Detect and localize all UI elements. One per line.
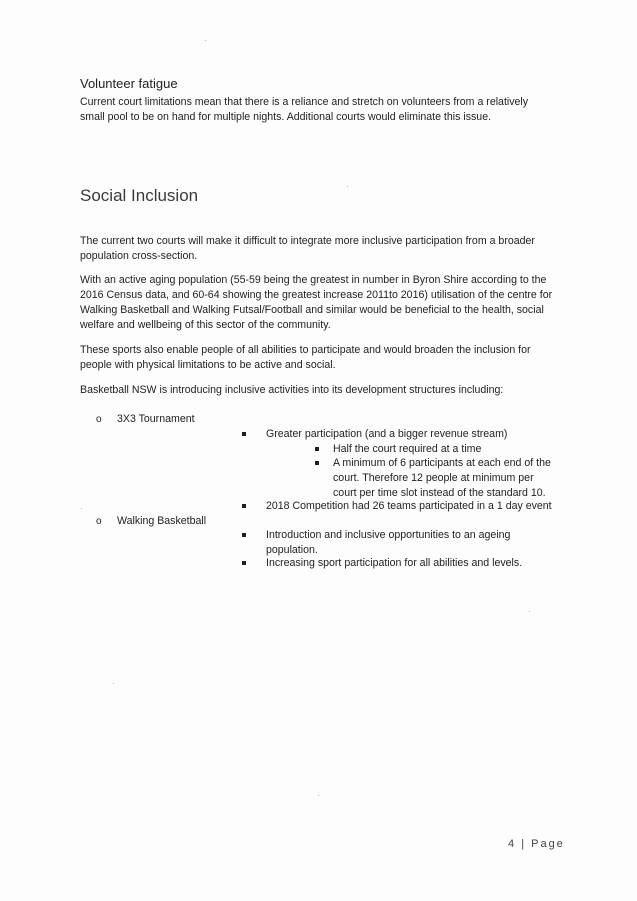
bullet-text-line-2: court. Therefore 12 people at minimum per bbox=[333, 472, 534, 484]
scan-speck bbox=[529, 611, 530, 612]
bullet-text-line-2: population. bbox=[266, 544, 318, 556]
square-bullet-icon bbox=[242, 432, 246, 436]
page-number: 4 bbox=[508, 838, 517, 850]
page-label: Page bbox=[531, 838, 565, 850]
bullet-text bbox=[333, 456, 573, 501]
square-bullet-icon bbox=[242, 561, 246, 565]
page-separator: | bbox=[521, 838, 527, 850]
square-bullet-icon bbox=[242, 533, 246, 537]
bullet-text bbox=[266, 528, 566, 558]
social-p1-line-1: The current two courts will make it difficult to integrate more inclusive participation from a broader bbox=[80, 235, 535, 247]
square-bullet-icon bbox=[315, 461, 319, 465]
scan-speck bbox=[318, 795, 319, 796]
social-p2-line-2: 2016 Census data, and 60-64 showing the greatest increase 2011to 2016) utilisation of the centre for bbox=[80, 289, 553, 301]
scan-speck bbox=[205, 40, 206, 41]
volunteer-paragraph bbox=[80, 95, 570, 125]
bullet-text-line-1: Introduction and inclusive opportunities to an ageing bbox=[266, 529, 511, 541]
list-item-label: 3X3 Tournament bbox=[117, 413, 195, 425]
bullet-text-line-1: A minimum of 6 participants at each end of the bbox=[333, 457, 551, 469]
social-paragraph-1 bbox=[80, 234, 570, 264]
hollow-circle-bullet-icon: o bbox=[96, 414, 102, 425]
list-item-walking-basketball bbox=[96, 514, 206, 529]
social-p2-line-1: With an active aging population (55-59 being the greatest in number in Byron Shire according to the bbox=[80, 274, 547, 286]
square-bullet-icon bbox=[315, 447, 319, 451]
social-inclusion-heading: Social Inclusion bbox=[80, 186, 199, 205]
social-paragraph-3 bbox=[80, 343, 570, 373]
social-p3-line-1: These sports also enable people of all abilities to participate and would broaden the inclusion for bbox=[80, 344, 531, 356]
scan-speck bbox=[113, 683, 114, 684]
social-p1-line-2: population cross-section. bbox=[80, 250, 198, 262]
square-bullet-icon bbox=[242, 504, 246, 508]
scan-speck bbox=[347, 186, 348, 187]
volunteer-fatigue-heading: Volunteer fatigue bbox=[80, 76, 178, 91]
bullet-text: Half the court required at a time bbox=[333, 443, 482, 455]
list-item-3x3-tournament bbox=[96, 412, 195, 427]
bullet-text: Greater participation (and a bigger revenue stream) bbox=[266, 428, 508, 440]
scan-speck bbox=[81, 508, 82, 509]
social-p3-line-2: people with physical limitations to be active and social. bbox=[80, 359, 336, 371]
social-paragraph-2 bbox=[80, 273, 570, 333]
bullet-inclusive-opportunities bbox=[242, 528, 572, 558]
list-item-label: Walking Basketball bbox=[117, 515, 207, 527]
volunteer-line-2: small pool to be on hand for multiple nights. Additional courts would eliminate this issue. bbox=[80, 111, 492, 123]
social-p2-line-3: Walking Basketball and Walking Futsal/Football and similar would be beneficial to the health, social bbox=[80, 304, 544, 316]
social-paragraph-4: Basketball NSW is introducing inclusive activities into its development structures including: bbox=[80, 384, 504, 396]
social-p2-line-4: welfare and wellbeing of this sector of the community. bbox=[80, 319, 331, 331]
bullet-text: 2018 Competition had 26 teams participated in a 1 day event bbox=[266, 500, 552, 512]
volunteer-line-1: Current court limitations mean that there is a reliance and stretch on volunteers from a relatively bbox=[80, 96, 529, 108]
hollow-circle-bullet-icon: o bbox=[96, 516, 102, 527]
bullet-text: Increasing sport participation for all abilities and levels. bbox=[266, 557, 523, 569]
bullet-text-line-3: court per time slot instead of the standard 10. bbox=[333, 487, 546, 499]
sub-bullet-minimum-participants bbox=[315, 456, 575, 501]
page-number-footer bbox=[508, 838, 565, 850]
